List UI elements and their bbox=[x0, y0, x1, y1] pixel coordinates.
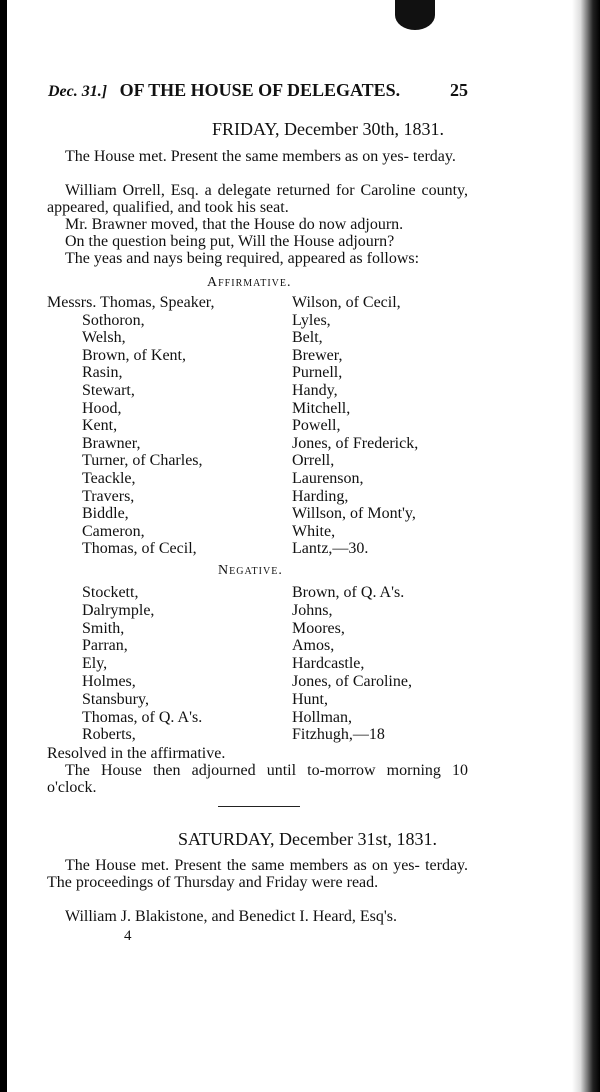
member-name: Welsh, bbox=[82, 329, 126, 347]
member-name: Roberts, bbox=[82, 726, 136, 744]
paragraph: On the question being put, Will the House adjourn? bbox=[65, 233, 395, 250]
member-name: White, bbox=[292, 522, 336, 540]
header-title: OF THE HOUSE OF DELEGATES. bbox=[119, 80, 401, 100]
section-divider bbox=[218, 806, 300, 807]
member-name: Biddle, bbox=[82, 505, 129, 523]
member-name: Laurenson, bbox=[292, 470, 364, 487]
member-name: Harding, bbox=[292, 487, 349, 505]
member-name: Jones, of Frederick, bbox=[292, 434, 419, 452]
member-name: Hollman, bbox=[292, 708, 352, 726]
member-name: Smith, bbox=[82, 619, 125, 637]
member-name: Lantz,—30. bbox=[292, 540, 369, 558]
member-name: Willson, of Mont'y, bbox=[292, 505, 416, 523]
member-name: Handy, bbox=[292, 382, 338, 399]
member-name: Lyles, bbox=[292, 311, 331, 329]
negative-label: Negative. bbox=[218, 563, 283, 578]
member-name: Brewer, bbox=[292, 346, 343, 364]
member-name: Hardcastle, bbox=[292, 655, 365, 673]
member-name: Powell, bbox=[292, 417, 341, 435]
member-name: Parran, bbox=[82, 637, 128, 655]
running-header bbox=[48, 80, 468, 101]
member-name: Messrs. Thomas, Speaker, bbox=[47, 294, 215, 311]
paragraph: William Orrell, Esq. a delegate returned for Caroline county, appeared, qualified, and took his seat. bbox=[47, 182, 468, 216]
member-name: Stewart, bbox=[82, 382, 135, 399]
paragraph: The House met. Present the same members as on yes- terday. bbox=[65, 148, 456, 165]
member-name: Turner, of Charles, bbox=[82, 452, 203, 470]
page-number: 25 bbox=[450, 80, 468, 100]
scan-left-edge bbox=[0, 0, 7, 1092]
member-name: Thomas, of Cecil, bbox=[82, 540, 197, 558]
member-name: Hood, bbox=[82, 399, 122, 417]
book-binding-edge bbox=[572, 0, 600, 1092]
friday-heading: FRIDAY, December 30th, 1831. bbox=[212, 119, 444, 139]
member-name: Holmes, bbox=[82, 673, 136, 690]
member-name: Jones, of Caroline, bbox=[292, 673, 412, 690]
member-name: Moores, bbox=[292, 619, 345, 637]
member-name: Sothoron, bbox=[82, 311, 145, 329]
affirmative-label: Affirmative. bbox=[207, 275, 292, 290]
member-name: Rasin, bbox=[82, 364, 123, 382]
member-name: Thomas, of Q. A's. bbox=[82, 708, 203, 726]
signature-mark: 4 bbox=[124, 928, 132, 944]
member-name: Belt, bbox=[292, 329, 323, 347]
member-name: Brown, of Q. A's. bbox=[292, 584, 405, 601]
resolved-text: Resolved in the affirmative. bbox=[47, 745, 226, 762]
member-name: Wilson, of Cecil, bbox=[292, 294, 401, 311]
member-name: Dalrymple, bbox=[82, 601, 155, 619]
paragraph: Mr. Brawner moved, that the House do now adjourn. bbox=[65, 216, 404, 233]
member-name: Fitzhugh,—18 bbox=[292, 726, 385, 744]
paragraph: The yeas and nays being required, appeared as follows: bbox=[65, 250, 420, 267]
member-name: Amos, bbox=[292, 637, 335, 655]
paragraph: William J. Blakistone, and Benedict I. Heard, Esq's. bbox=[65, 908, 397, 925]
member-name: Stockett, bbox=[82, 584, 139, 601]
member-name: Ely, bbox=[82, 655, 108, 673]
member-name: Teackle, bbox=[82, 470, 136, 487]
member-name: Stansbury, bbox=[82, 690, 149, 708]
member-name: Johns, bbox=[292, 601, 333, 619]
member-name: Orrell, bbox=[292, 452, 335, 470]
member-name: Kent, bbox=[82, 417, 118, 435]
member-name: Brown, of Kent, bbox=[82, 346, 186, 364]
paragraph: The House met. Present the same members as on yes- terday. The proceedings of Thursday and Friday were read. bbox=[47, 857, 468, 891]
saturday-heading: SATURDAY, December 31st, 1831. bbox=[178, 829, 437, 849]
member-name: Cameron, bbox=[82, 522, 145, 540]
member-name: Brawner, bbox=[82, 434, 141, 452]
adjourned-text: The House then adjourned until to-morrow morning 10 o'clock. bbox=[47, 762, 468, 796]
member-name: Purnell, bbox=[292, 364, 343, 382]
header-date: Dec. 31.] bbox=[48, 83, 108, 100]
member-name: Mitchell, bbox=[292, 399, 351, 417]
member-name: Travers, bbox=[82, 487, 135, 505]
member-name: Hunt, bbox=[292, 690, 328, 708]
ink-blot bbox=[395, 0, 435, 30]
